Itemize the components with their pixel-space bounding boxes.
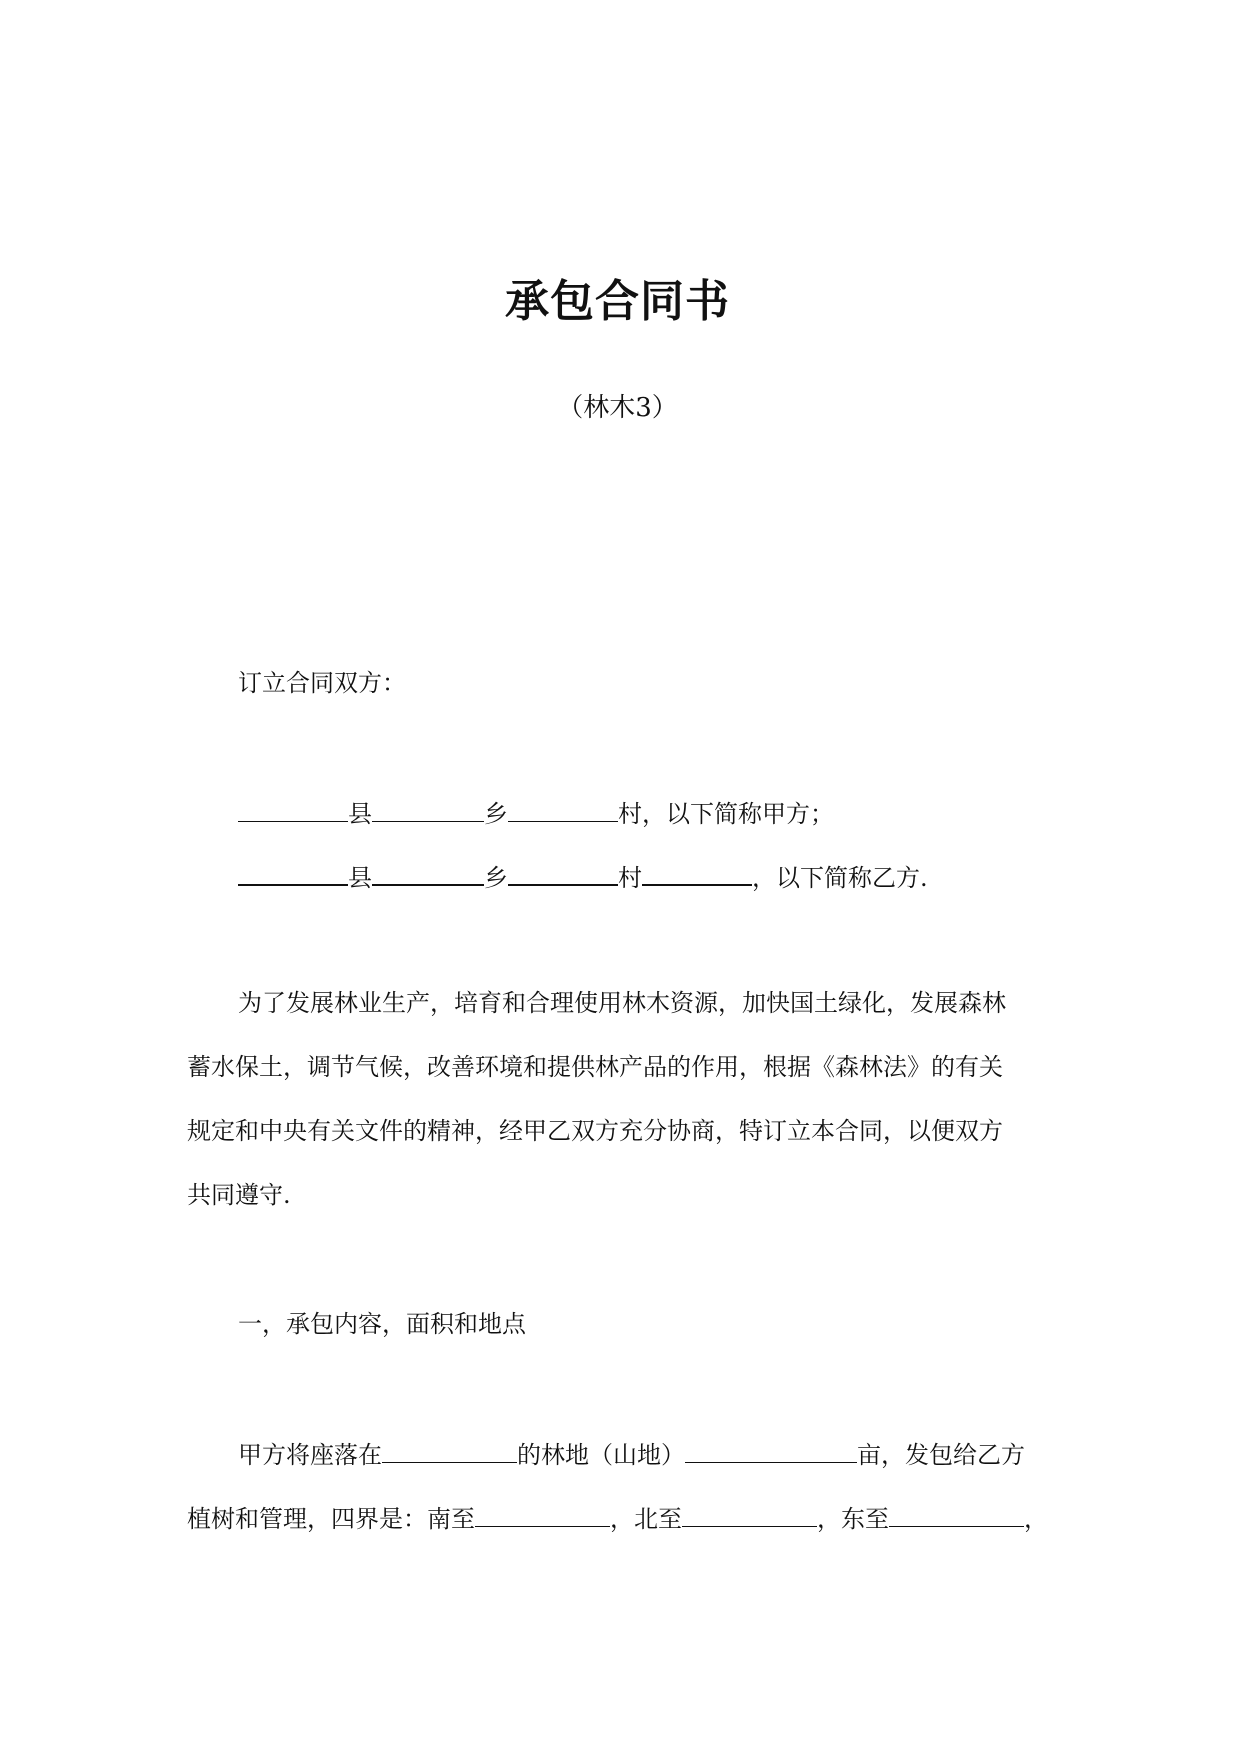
party-b-township-blank[interactable] <box>372 858 484 886</box>
party-b-name-blank[interactable] <box>642 858 752 886</box>
area-blank[interactable] <box>685 1436 857 1463</box>
document-subtitle: （林木3） <box>557 393 678 423</box>
north-label: ，北至 <box>610 1505 682 1533</box>
township-label: 乡 <box>484 864 508 892</box>
party-b-county-blank[interactable] <box>238 858 348 886</box>
preamble-line-3: 规定和中央有关文件的精神，经甲乙双方充分协商，特订立本合同，以便双方 <box>187 1117 1003 1145</box>
preamble-line-4: 共同遵守. <box>187 1181 291 1209</box>
land-label: 的林地（山地） <box>517 1441 685 1469</box>
trailing-comma: ， <box>1024 1505 1048 1533</box>
document-title: 承包合同书 <box>505 276 730 327</box>
party-b-line <box>238 858 928 894</box>
township-label: 乡 <box>484 800 508 828</box>
village-label: 村 <box>618 864 642 892</box>
east-boundary-blank[interactable] <box>889 1500 1024 1527</box>
party-a-township-blank[interactable] <box>372 795 484 822</box>
party-b-suffix: ，以下简称乙方. <box>752 864 928 892</box>
boundary-label: 植树和管理，四界是：南至 <box>187 1505 475 1533</box>
county-label: 县 <box>348 800 372 828</box>
party-a-village-blank[interactable] <box>508 795 618 822</box>
preamble-line-1: 为了发展林业生产，培育和合理使用林木资源，加快国土绿化，发展森林 <box>238 989 1006 1017</box>
party-b-village-blank[interactable] <box>508 858 618 886</box>
party-a-line <box>238 795 834 830</box>
section-1-line-2 <box>187 1500 1048 1535</box>
north-boundary-blank[interactable] <box>682 1500 817 1527</box>
mu-label: 亩，发包给乙方 <box>857 1441 1025 1469</box>
location-label: 甲方将座落在 <box>238 1441 382 1469</box>
location-blank[interactable] <box>382 1436 517 1463</box>
section-1-heading: 一，承包内容，面积和地点 <box>238 1310 526 1338</box>
county-label: 县 <box>348 864 372 892</box>
party-a-county-blank[interactable] <box>238 795 348 822</box>
party-a-village-label: 村，以下简称甲方； <box>618 800 834 828</box>
preamble-line-2: 蓄水保土，调节气候，改善环境和提供林产品的作用，根据《森林法》的有关 <box>187 1053 1003 1081</box>
south-boundary-blank[interactable] <box>475 1500 610 1527</box>
section-1-line-1 <box>238 1436 1025 1471</box>
east-label: ，东至 <box>817 1505 889 1533</box>
parties-heading: 订立合同双方： <box>238 669 406 697</box>
